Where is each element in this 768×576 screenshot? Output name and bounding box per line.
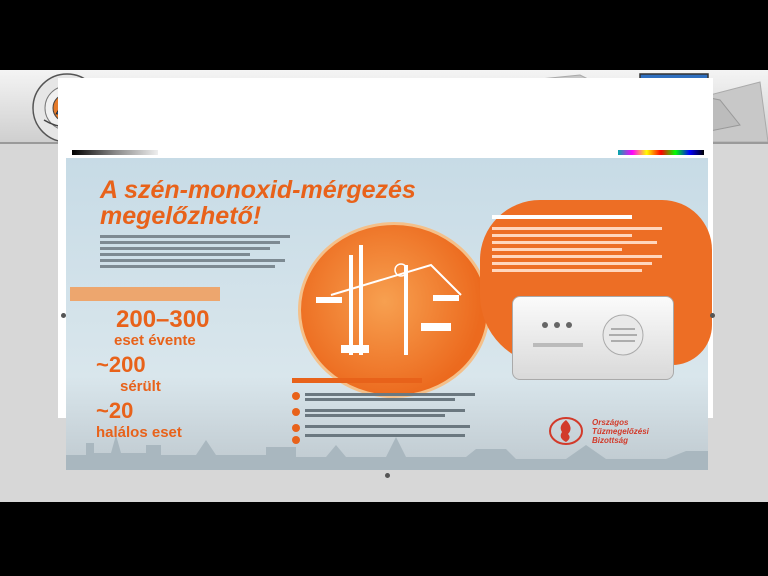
- registration-mark-icon: [385, 473, 390, 478]
- registration-mark-icon: [61, 313, 66, 318]
- stat-cases-value: 200–300: [116, 306, 210, 333]
- organization-line3: Bizottság: [592, 436, 628, 445]
- registration-mark-icon: [710, 313, 715, 318]
- stat-deaths-value: ~20: [96, 398, 134, 423]
- print-colorbar-left: [72, 150, 158, 155]
- organization-line2: Tűzmegelőzési: [592, 427, 649, 436]
- poster-title-line1: A szén-monoxid-mérgezés: [100, 176, 416, 204]
- cloud-text-lines: [492, 215, 672, 276]
- print-colorbar-right: [618, 150, 704, 155]
- stat-injured-label: sérült: [120, 378, 161, 395]
- poster-intro-text-lines: [100, 232, 300, 271]
- prevention-bullet-icon: [292, 436, 300, 444]
- organization-name: [592, 418, 649, 445]
- stats-heading-bar: [70, 287, 220, 301]
- stat-deaths-label: halálos eset: [96, 424, 182, 441]
- poster-title-line2: megelőzhető!: [100, 202, 262, 230]
- stat-cases-label: eset évente: [114, 332, 196, 349]
- prevention-heading-bar: [292, 378, 422, 383]
- organization-line1: Országos: [592, 418, 629, 427]
- prevention-text-lines: [305, 391, 475, 439]
- prevention-bullet-icon: [292, 424, 300, 432]
- stat-injured-value: ~200: [96, 352, 146, 377]
- co-detector-icon: [513, 297, 673, 379]
- co-detector-image: [512, 296, 674, 380]
- house-airflow-icon: [301, 225, 481, 389]
- house-diagram-circle: [298, 222, 490, 398]
- fire-prevention-flame-icon: [548, 416, 584, 446]
- prevention-bullet-icon: [292, 392, 300, 400]
- prevention-bullet-icon: [292, 408, 300, 416]
